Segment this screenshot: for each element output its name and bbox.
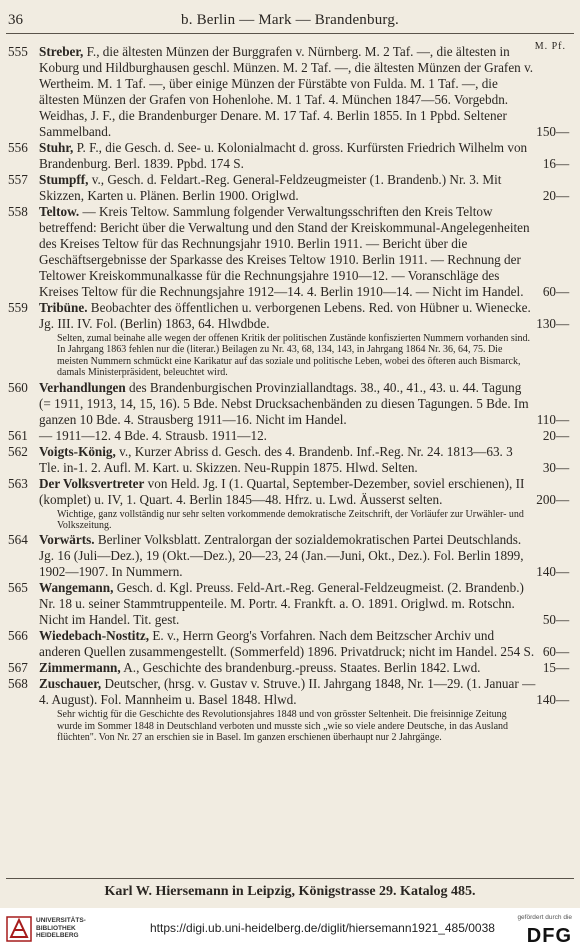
- catalog-entry: [8, 204, 568, 300]
- price-marks: 110: [536, 411, 556, 427]
- price-pfennig: —: [556, 660, 570, 676]
- entry-description: A., Geschichte des brandenburg.-preuss. Staates. Berlin 1842. Lwd.: [123, 660, 481, 676]
- catalog-entry: [8, 476, 568, 533]
- entry-number: 557: [8, 172, 28, 187]
- catalog-entry: [8, 380, 568, 428]
- entry-description: Beobachter des öffentlichen u. verborgenen Lebens. Red. von Hübner u. Wienecke. Jg. III. IV. Fol. (Berlin) 1863, 64. Hlwdbde.: [39, 300, 531, 331]
- catalog-entry: [8, 580, 568, 628]
- entry-body: [39, 300, 570, 332]
- entry-note: Wichtige, ganz vollständig nur sehr selten vorkommende demokratische Zeitschrift, der Vorläufer zur Urwähler- und Volkszeitung.: [57, 508, 524, 532]
- price-pfennig: —: [556, 427, 570, 443]
- catalog-entry: [8, 444, 568, 476]
- catalog-entry: [8, 532, 568, 580]
- publisher-imprint: Karl W. Hiersemann in Leipzig, Königstrasse 29. Katalog 485.: [104, 884, 476, 899]
- price-column-label: M. Pf.: [534, 41, 566, 52]
- price-pfennig: —: [556, 188, 570, 203]
- price-marks: 30: [542, 459, 556, 475]
- price-pfennig: —: [556, 124, 570, 139]
- catalog-entry: [8, 140, 568, 172]
- price-marks: 130: [536, 316, 556, 331]
- entry-number: 568: [8, 676, 28, 692]
- funding-note: gefördert durch die: [517, 914, 572, 921]
- entry-author: Verhandlungen: [39, 379, 126, 395]
- entry-body: [39, 660, 570, 676]
- entry-price: [536, 692, 568, 708]
- dfg-logo: DFG: [526, 925, 572, 947]
- price-marks: 60: [542, 644, 556, 660]
- entry-description: P. F., die Gesch. d. See- u. Kolonialmacht d. gross. Kurfürsten Friedrich Wilhelm von Brandenburg. Berl. 1839. Ppbd. 174 S.: [39, 140, 528, 171]
- header-rule: [6, 33, 574, 34]
- entry-body: [39, 427, 570, 444]
- entry-number: 562: [8, 443, 28, 459]
- price-pfennig: —: [556, 564, 570, 580]
- price-marks: 20: [542, 188, 556, 203]
- entry-body: [39, 204, 570, 300]
- entry-description: Deutscher, (hrsg. v. Gustav v. Struve.) II. Jahrgang 1848, Nr. 1—29. (1. Januar — 4. August). Fol. Mannheim u. Basel 1848. Hlwd.: [39, 676, 536, 708]
- entry-number: 565: [8, 580, 28, 596]
- entry-description: des Brandenburgischen Provinziallandtags. 38., 40., 41., 43. u. 44. Tagung (= 1911, 1913, 14, 15, 16). 5 Bde. Nebst Drucksachenbänden zu diesen Tagungen. 5 Bde. Im ganzen 10 Bde. 4. Strausberg 1911—16. Nicht im Handel.: [39, 379, 529, 427]
- entry-number: 564: [8, 532, 28, 548]
- entry-description: v., Kurzer Abriss d. Gesch. des 4. Brandenb. Inf.-Reg. Nr. 24. 1813—63. 3 Tle. in-1. 2. Aufl. M. Kart. u. Skizzen. Neu-Ruppin 1875. Hlwd. Selten.: [39, 443, 513, 475]
- entry-body: [39, 676, 570, 708]
- entry-note: Sehr wichtig für die Geschichte des Revolutionsjahres 1848 und von grösster Seltenheit. Die freisinnige Zeitung wurde im Sommer 1848 in Deutschland verboten und musste sich „wie so viele andere Deutsche, in das Ausland flüchten". Von Nr. 27 an erschien sie in Basel. Im ganzen erschienen überhaupt nur 2 Jahrgänge.: [57, 709, 509, 744]
- price-marks: 150: [536, 124, 556, 139]
- price-pfennig: —: [556, 459, 570, 475]
- entry-description: von Held. Jg. I (1. Quartal, September-Dezember, soviel erschienen), II (komplet) u. IV, 1. Quart. 4. Berlin 1845—48. Hfrz. u. Lwd. Äusserst selten.: [39, 475, 525, 507]
- entry-description: F., die ältesten Münzen der Burggrafen v. Nürnberg. M. 2 Taf. —, die ältesten in Koburg und Hildburghausen geschl. Münzen. M. 2 Taf. —, die ältesten Münzen der Grafen v. Wertheim. M. 1 Taf. —, über einige Münzen der Fürstäbte von Fulda. M. 1 Taf. —, die ältesten Münzen der Grafen von Hohenlohe. M. 1 Taf. 4. München 1847—56. Vorgebdn. Weidhas, J. F., die Brandenburger Denare. M. 17 Taf. 4. Berlin 1855. In 1 Ppbd. Seltener Sammelband.: [39, 44, 534, 139]
- catalog-entry: [8, 660, 568, 676]
- entry-price: [536, 156, 568, 172]
- entry-author: Tribüne.: [39, 300, 88, 315]
- entry-body: [39, 140, 570, 172]
- entry-author: Voigts-König,: [39, 443, 116, 459]
- entry-note: Selten, zumal beinahe alle wegen der offenen Kritik der politischen Zustände konfiszierten Nummern vorhanden sind. In Jahrgang 1863 fehlen nur die (literar.) Beilagen zu Nr. 43, 68, 134, 143, in Jahrgang 1864 Nr. 36, 64, 75. Die meisten Nummern schmückt eine Karikatur auf das soziale und politische Leben, wobei des öfteren auch Bismarck, damals Ministerpräsident, beleuchtet wird.: [57, 333, 530, 379]
- price-marks: 50: [542, 612, 556, 628]
- price-marks: 200: [536, 491, 556, 507]
- entry-author: Vorwärts.: [39, 532, 95, 548]
- entry-author: Der Volksvertreter: [39, 475, 145, 491]
- catalog-entry: [8, 44, 568, 140]
- price-pfennig: —: [556, 156, 570, 171]
- price-pfennig: —: [556, 644, 570, 660]
- university-library-logo-icon: [6, 916, 32, 942]
- entry-author: Zuschauer,: [39, 676, 102, 692]
- entry-number: 561: [8, 427, 28, 443]
- catalog-entry: [8, 428, 568, 444]
- entry-author: Stuhr,: [39, 140, 74, 155]
- entry-body: [39, 532, 570, 580]
- entry-number: 555: [8, 44, 28, 59]
- price-pfennig: —: [556, 316, 570, 331]
- entry-description: Berliner Volksblatt. Zentralorgan der sozialdemokratischen Partei Deutschlands. Jg. 16 (Juli—Dez.), 19 (Okt.—Dez.), 20—23, 24 (Jan.—Juni, Okt., Dez.). Fol. Berlin 1899, 1902—1907. In Nummern.: [39, 532, 524, 580]
- entry-body: [39, 443, 570, 476]
- entry-price: [536, 188, 568, 204]
- entry-number: 563: [8, 475, 28, 491]
- entry-price: [536, 316, 568, 332]
- entry-price: [536, 660, 568, 676]
- entry-author: Wiedebach-Nostitz,: [39, 628, 150, 644]
- catalog-entry: [8, 172, 568, 204]
- price-marks: 15: [542, 660, 556, 676]
- entry-description: — 1911—12. 4 Bde. 4. Strausb. 1911—12.: [39, 427, 267, 443]
- price-pfennig: —: [556, 284, 570, 299]
- entry-body: [39, 580, 570, 628]
- entry-author: Zimmermann,: [39, 660, 121, 676]
- entry-list: [8, 44, 568, 745]
- catalog-entry: [8, 628, 568, 660]
- price-pfennig: —: [556, 612, 570, 628]
- entry-author: Teltow.: [39, 204, 80, 219]
- entry-number: 566: [8, 628, 28, 644]
- entry-price: [536, 460, 568, 476]
- price-pfennig: —: [556, 692, 570, 708]
- entry-price: [536, 412, 568, 428]
- entry-body: [39, 379, 570, 428]
- running-header: [0, 12, 580, 32]
- price-pfennig: —: [556, 411, 570, 427]
- price-marks: 140: [536, 692, 556, 708]
- entry-number: 556: [8, 140, 28, 155]
- library-name: UNIVERSITÄTS- BIBLIOTHEK HEIDELBERG: [36, 917, 86, 939]
- entry-description: E. v., Herrn Georg's Vorfahren. Nach dem Beitzscher Archiv und anderen Quellen zusammengestellt. (Sommerfeld) 1896. Privatdruck; nicht im Handel. 254 S.: [39, 628, 535, 660]
- entry-number: 559: [8, 300, 28, 315]
- entry-price: [536, 428, 568, 444]
- catalog-entry: [8, 300, 568, 380]
- entry-author: Wangemann,: [39, 580, 114, 596]
- footer-rule: [6, 878, 574, 879]
- catalog-entry: [8, 676, 568, 744]
- price-marks: 60: [542, 284, 556, 299]
- entry-body: [39, 628, 570, 660]
- permalink-url[interactable]: https://digi.ub.uni-heidelberg.de/diglit/hiersemann1921_485/0038: [150, 921, 495, 935]
- entry-author: Stumpff,: [39, 172, 89, 187]
- price-marks: 140: [536, 564, 556, 580]
- price-pfennig: —: [556, 491, 570, 507]
- price-marks: 20: [542, 427, 556, 443]
- entry-description: Gesch. d. Kgl. Preuss. Feld-Art.-Reg. General-Feldzeugmeist. (2. Brandenb.) Nr. 18 u. seiner Stammtruppenteile. M. Portr. 4. Frankft. a. O. 1891. Origlwd. m. Rotschn. Nicht im Handel. Tit. gest.: [39, 580, 524, 628]
- entry-price: [536, 284, 568, 300]
- price-marks: 16: [542, 156, 556, 171]
- entry-number: 560: [8, 379, 28, 395]
- entry-number: 558: [8, 204, 28, 219]
- entry-price: [536, 124, 568, 140]
- entry-price: [536, 564, 568, 580]
- viewer-footer-bar: [0, 908, 580, 950]
- entry-description: — Kreis Teltow. Sammlung folgender Verwaltungsschriften den Kreis Teltow betreffend: Bericht über die Verwaltung und den Stand der Kreiskommunal-Angelegenheiten des Kreises Teltow für das Rechnungsjahr 1910. Berlin 1911. — Bericht über die Geschäftsergebnisse der Sparkasse des Kreises Teltow 1910. Berlin 1911. — Rechnung der Teltower Kreiskommunalkasse für die Rechnungsjahre 1910—12. — Voranschläge des Kreises Teltow für die Rechnungsjahre 1912—14. 4. Berlin 1910—14. — Nicht im Handel.: [39, 204, 530, 299]
- entry-author: Streber,: [39, 44, 84, 59]
- entry-body: [39, 475, 570, 508]
- entry-price: [536, 644, 568, 660]
- entry-description: v., Gesch. d. Feldart.-Reg. General-Feldzeugmeister (1. Brandenb.) Nr. 3. Mit Skizzen, Karten u. Plänen. Berlin 1900. Origlwd.: [39, 172, 502, 203]
- entry-price: [536, 492, 568, 508]
- page-number: 36: [8, 12, 23, 28]
- entry-number: 567: [8, 660, 28, 676]
- entry-price: [536, 612, 568, 628]
- entry-body: [39, 172, 570, 204]
- page-title: b. Berlin — Mark — Brandenburg.: [181, 12, 399, 28]
